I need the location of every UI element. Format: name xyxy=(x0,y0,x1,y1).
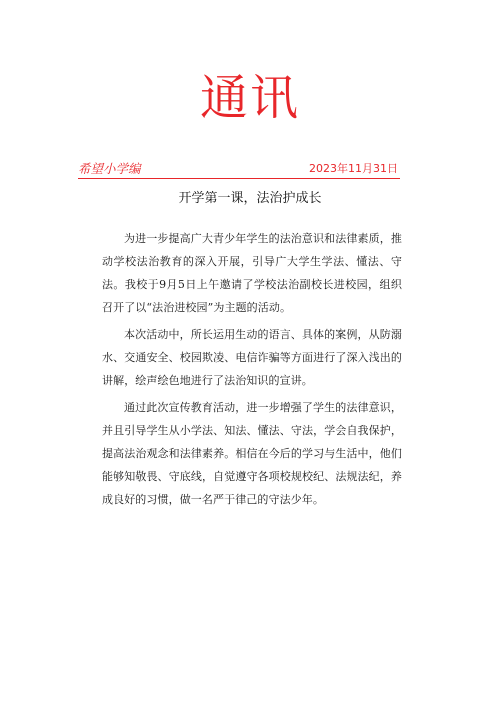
masthead-meta-row xyxy=(78,161,400,179)
masthead-title: 通讯 xyxy=(199,70,300,126)
issue-date: 2023年11月31日 xyxy=(309,162,398,175)
masthead-divider xyxy=(78,178,400,179)
article-paragraph: 为进一步提高广大青少年学生的法治意识和法律素质，推动学校法治教育的深入开展，引导广大学生学法、懂法、守法。我校于9月5日上午邀请了学校法治副校长进校园，组织召开了以“法治进校园”为主题的活动。 xyxy=(102,232,402,314)
article-headline: 开学第一课，法治护成长 xyxy=(178,191,322,206)
article-body xyxy=(102,227,402,515)
article-paragraph: 本次活动中，所长运用生动的语言、具体的案例，从防溺水、交通安全、校园欺凌、电信诈骗等方面进行了深入浅出的讲解，绘声绘色地进行了法治知识的宣讲。 xyxy=(102,328,402,387)
publisher-label: 希望小学编 xyxy=(78,161,141,176)
article-paragraph: 通过此次宣传教育活动，进一步增强了学生的法律意识，并且引导学生从小学法、知法、懂法、守法，学会自我保护，提高法治观念和法律素养。相信在今后的学习与生活中，他们能够知敬畏、守底线，自觉遵守各项校规校纪、法规法纪，养成良好的习惯，做一名严于律己的守法少年。 xyxy=(102,401,402,506)
